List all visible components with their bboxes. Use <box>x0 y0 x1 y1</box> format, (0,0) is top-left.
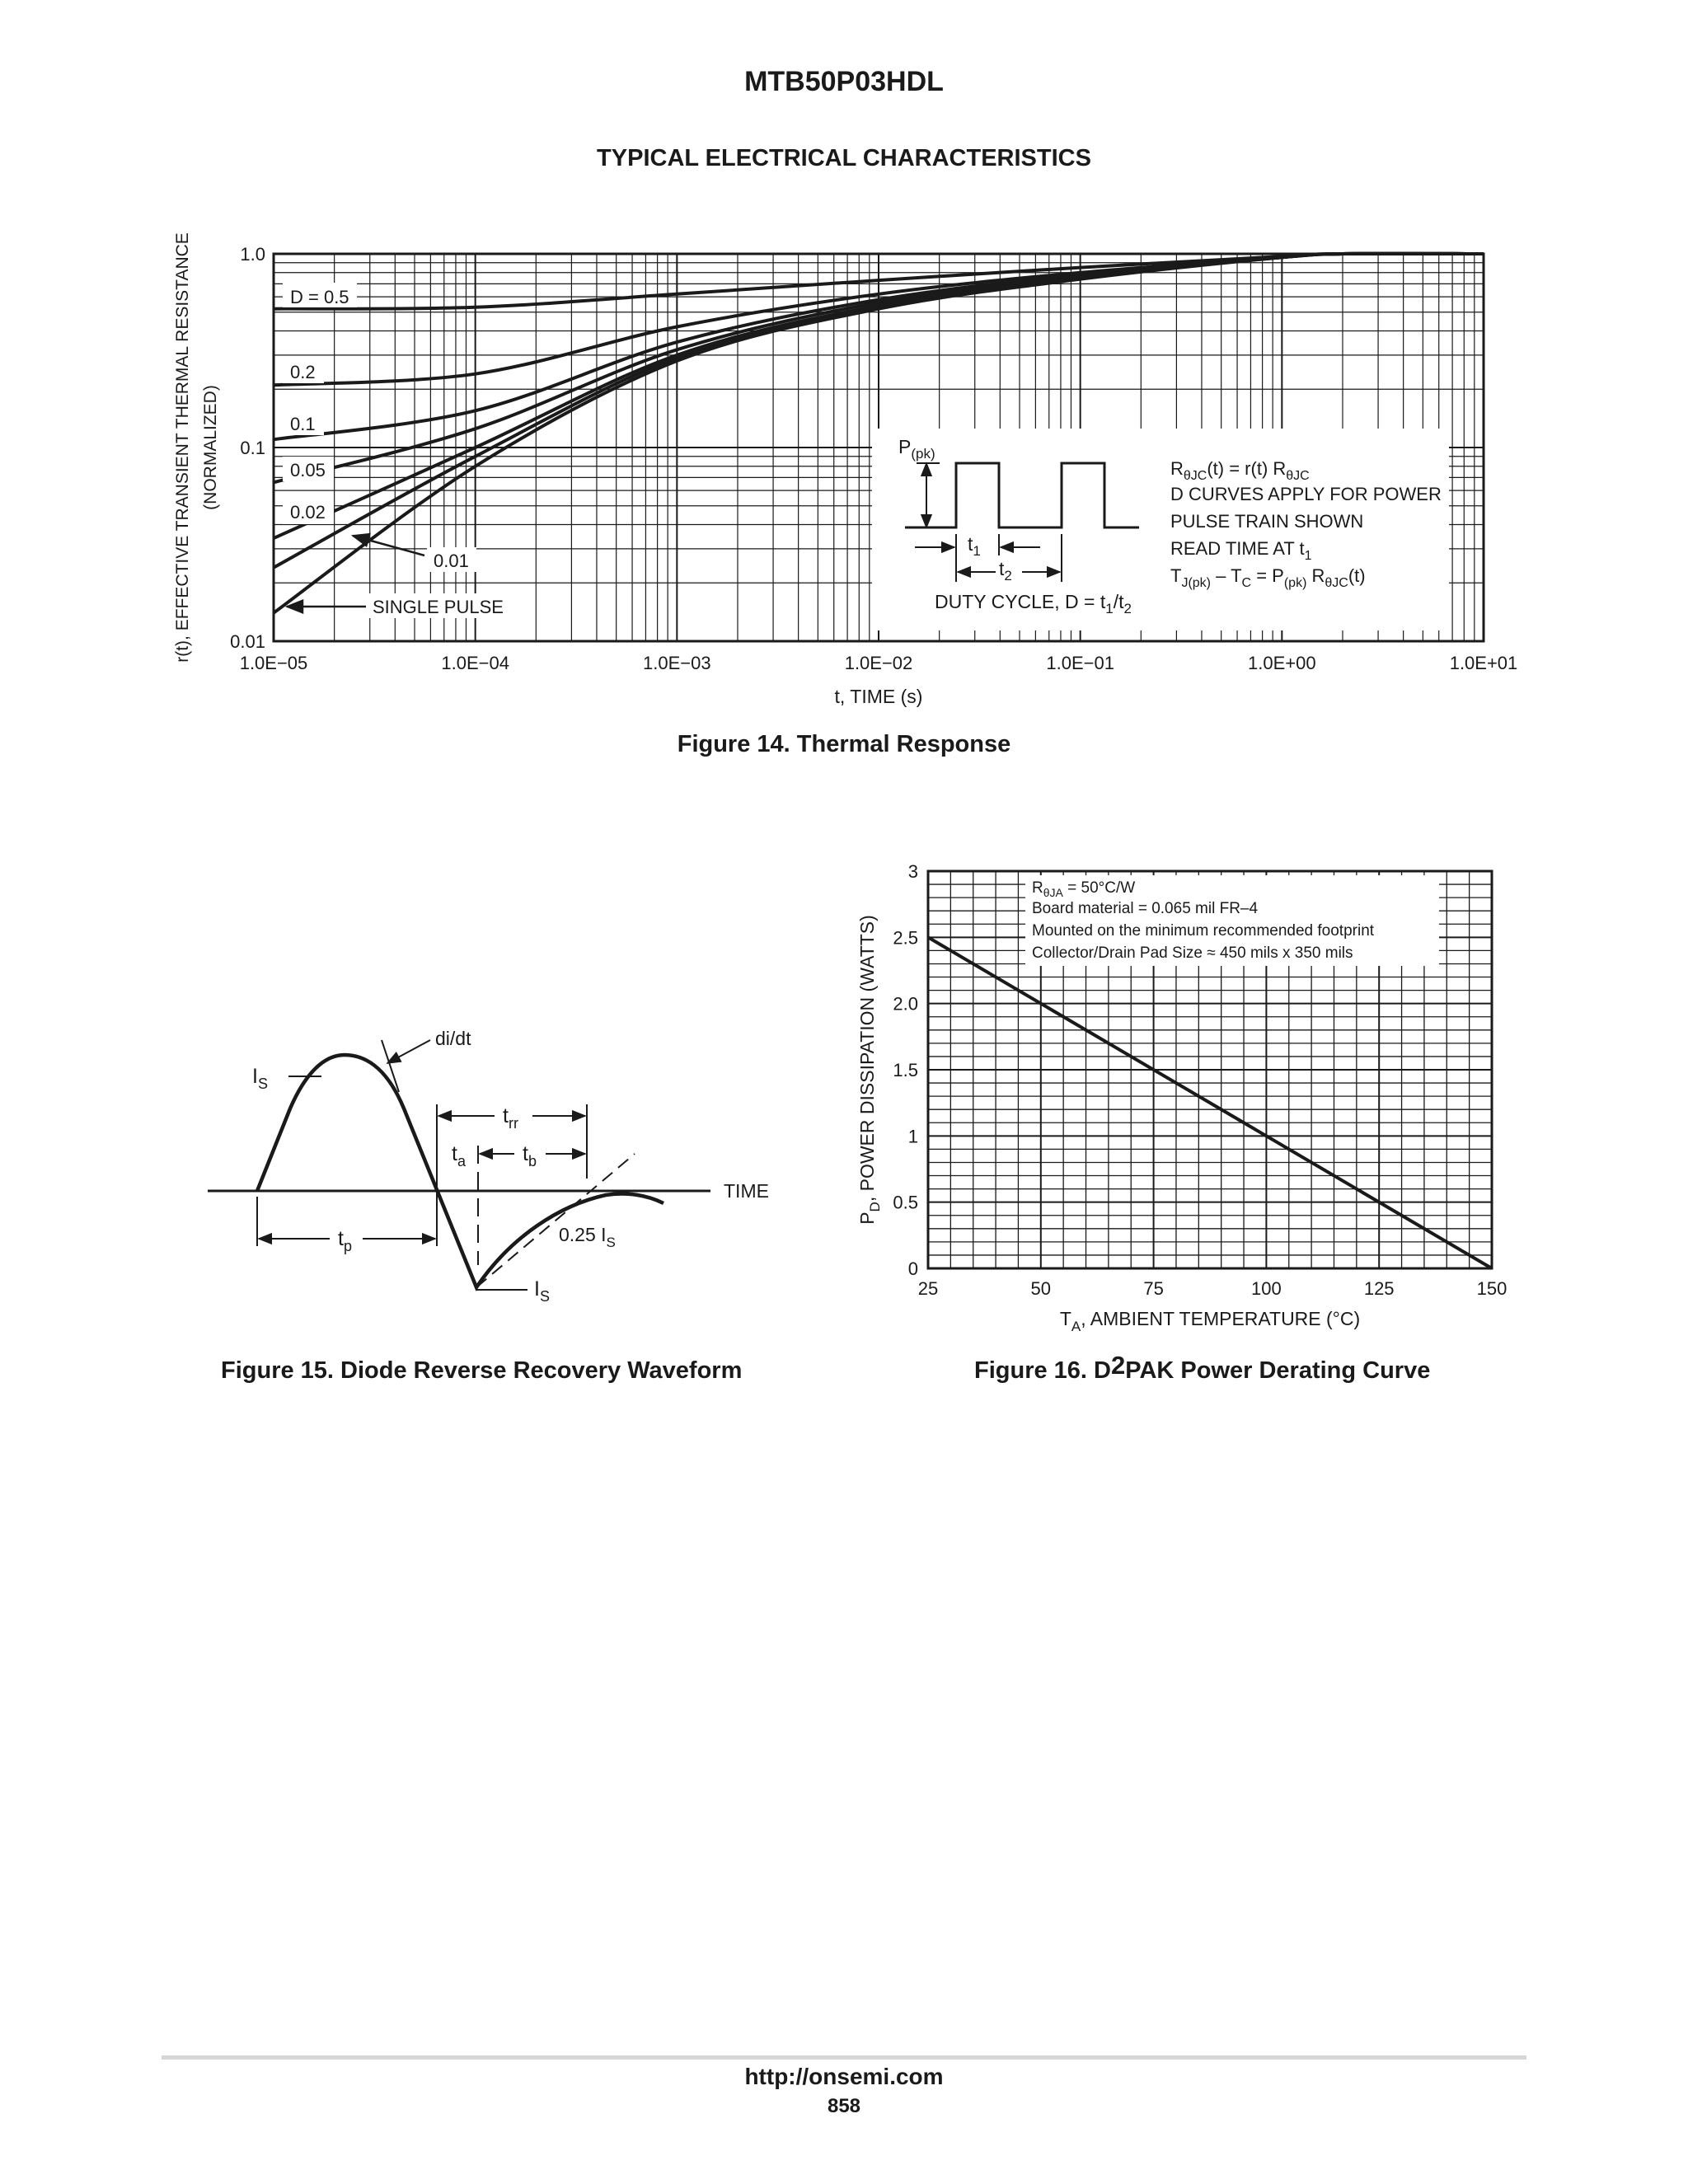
svg-text:RθJC(t) = r(t) RθJC: $R_{\theta JC}(t) = r(t)$ $R_{\theta JC}$ <box>1170 458 1310 483</box>
figure-16-caption: Figure 16. D2PAK Power Derating Curve <box>974 1351 1431 1384</box>
series-label-d05: D = 0.5 <box>290 287 349 307</box>
derating-y-tick-label: 1.5 <box>893 1060 918 1080</box>
derating-y-tick-label: 0 <box>907 1258 918 1279</box>
svg-text:TJ(pk) – TC = P(pk) RθJC(t): $T_{J(pk)} - T_C = P_{(pk)}$ $R_{\theta JC}(t)$ <box>1170 565 1366 590</box>
thermal-y-axis-label: r(t), EFFECTIVE TRANSIENT THERMAL RESISTANCE <box>173 232 192 663</box>
inset-duty-cycle: DUTY CYCLE, $D = t_1/t_2$ <box>935 591 1132 616</box>
svg-text:PULSE TRAIN SHOWN: PULSE TRAIN SHOWN <box>1170 511 1364 532</box>
derating-y-tick-label: 2.0 <box>893 993 918 1015</box>
derating-series-line <box>928 937 1492 1268</box>
thermal-y-axis-label-2: (NORMALIZED) <box>201 385 220 510</box>
figure-14-caption: Figure 14. Thermal Response <box>677 731 1011 757</box>
inset-t1-label: $t_1$ <box>968 533 981 559</box>
section-title: TYPICAL ELECTRICAL CHARACTERISTICS <box>597 145 1091 171</box>
is-reverse-label: $I_S$ <box>534 1277 550 1305</box>
inset-t2-label: $t_2$ <box>999 558 1012 583</box>
ta-label: $t_a$ <box>452 1142 466 1169</box>
svg-text:RθJA = 50°C/W: $R_{\theta JA} = 50^\circ C/W$ <box>1032 879 1136 899</box>
part-number: MTB50P03HDL <box>744 66 944 97</box>
series-label-single-pulse: SINGLE PULSE <box>373 597 504 617</box>
is-peak-label: $I_S$ <box>252 1065 268 1092</box>
svg-text:Collector/Drain Pad Size ≈ 450: Collector/Drain Pad Size ≈ 450 mils x 350 mils <box>1032 944 1353 962</box>
derating-x-tick-label: 75 <box>1143 1278 1164 1299</box>
footer-rule <box>162 2055 1526 2060</box>
thermal-x-tick-label: 1.0E−04 <box>441 653 509 673</box>
quarter-is-label: 0.25 $I_S$ <box>559 1224 616 1250</box>
thermal-x-axis-label: t, TIME (s) <box>834 686 923 707</box>
thermal-y-tick-label: 0.01 <box>230 631 265 652</box>
derating-y-axis-label: $P_D$, POWER DISSIPATION (WATTS) <box>856 915 883 1225</box>
figure-15-caption: Figure 15. Diode Reverse Recovery Waveform <box>221 1357 743 1384</box>
derating-y-tick-label: 2.5 <box>893 927 918 949</box>
tb-label: $t_b$ <box>523 1142 537 1169</box>
derating-x-tick-label: 25 <box>917 1278 939 1299</box>
thermal-x-tick-label: 1.0E−02 <box>844 653 913 673</box>
derating-y-tick-label: 1 <box>907 1126 918 1147</box>
derating-y-tick-label: 0.5 <box>893 1192 918 1213</box>
svg-text:Board material = 0.065 mil FR–: Board material = 0.065 mil FR–4 <box>1032 900 1259 917</box>
page-number: 858 <box>827 2095 861 2117</box>
derating-x-tick-label: 150 <box>1476 1278 1507 1299</box>
thermal-x-tick-label: 1.0E−01 <box>1046 653 1114 673</box>
thermal-x-tick-label: 1.0E+00 <box>1248 653 1316 673</box>
thermal-y-tick-label: 0.1 <box>240 438 265 458</box>
derating-x-tick-label: 50 <box>1030 1278 1052 1299</box>
thermal-x-tick-label: 1.0E+01 <box>1449 653 1518 673</box>
series-label-d01: 0.1 <box>290 414 316 434</box>
derating-x-tick-label: 125 <box>1363 1278 1395 1299</box>
derating-x-axis-label: $T_A$, AMBIENT TEMPERATURE (°C) <box>1059 1308 1361 1334</box>
svg-text:READ TIME AT t1: READ TIME AT $t_1$ <box>1170 538 1312 563</box>
footer-url[interactable]: http://onsemi.com <box>744 2064 944 2089</box>
series-label-d005: 0.05 <box>290 460 326 480</box>
inset-ppk-label: $P_{(pk)}$ <box>898 436 935 462</box>
derating-y-tick-label: 3 <box>907 861 918 882</box>
didt-label: di/dt <box>435 1028 471 1049</box>
derating-x-tick-label: 100 <box>1251 1278 1282 1299</box>
thermal-x-tick-label: 1.0E−05 <box>239 653 308 673</box>
svg-text:Mounted on the minimum recomme: Mounted on the minimum recommended footprint <box>1032 922 1375 940</box>
tp-label: $t_p$ <box>338 1227 352 1254</box>
series-label-d02: 0.2 <box>290 362 316 382</box>
series-label-d002: 0.02 <box>290 502 326 523</box>
time-axis-label: TIME <box>724 1180 769 1202</box>
thermal-x-tick-label: 1.0E−03 <box>643 653 711 673</box>
trr-label: $t_{rr}$ <box>503 1104 518 1132</box>
svg-text:D CURVES APPLY FOR POWER: D CURVES APPLY FOR POWER <box>1170 484 1442 504</box>
series-label-d001: 0.01 <box>434 551 469 571</box>
thermal-y-tick-label: 1.0 <box>240 244 265 265</box>
